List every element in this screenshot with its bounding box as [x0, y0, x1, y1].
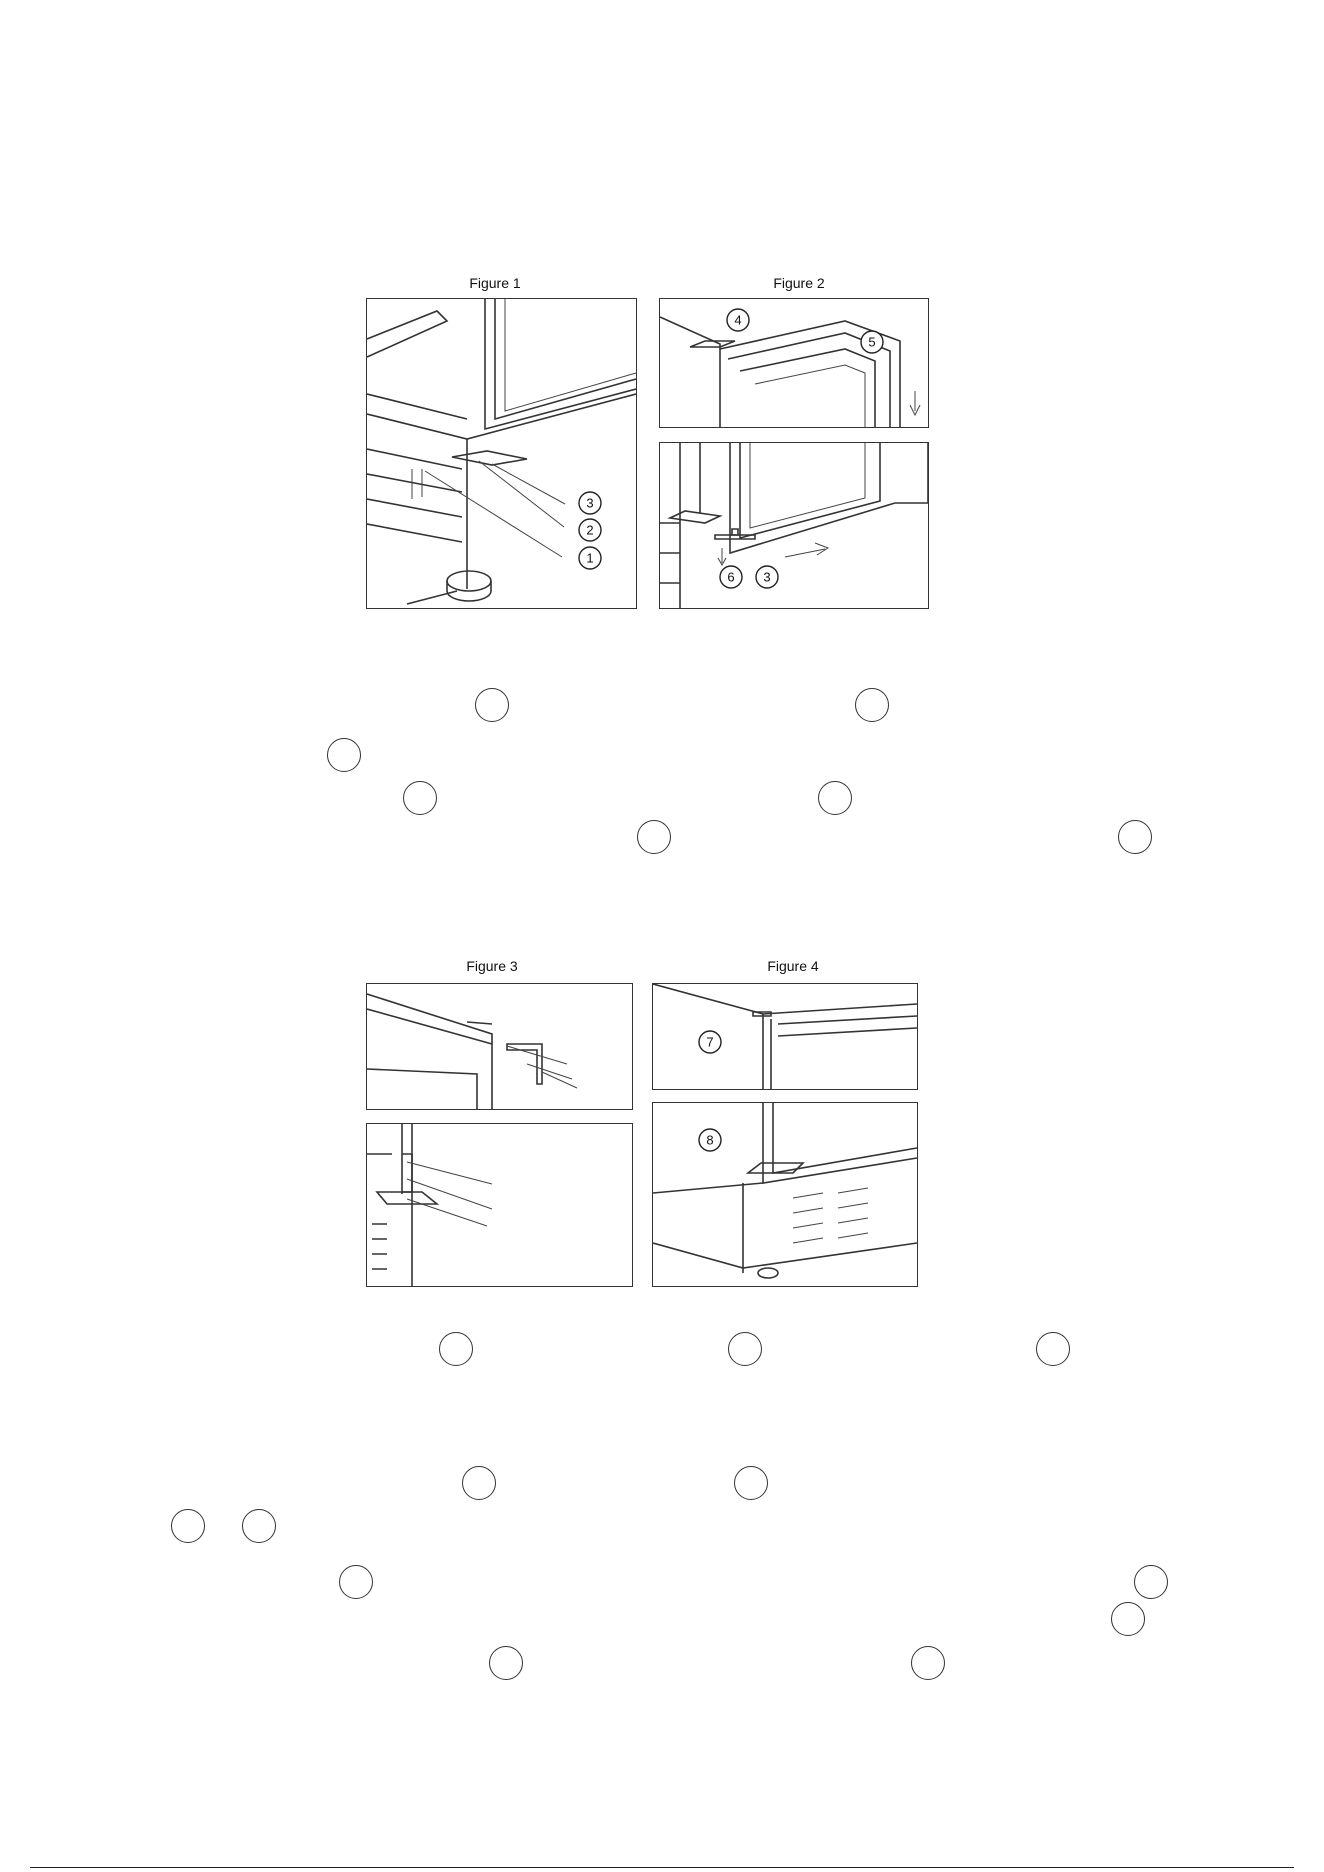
callout-label: 1 — [586, 550, 594, 566]
callout-label: 4 — [734, 312, 742, 328]
callout-label: 2 — [586, 522, 594, 538]
reference-circle — [1118, 820, 1152, 854]
callout-label: 6 — [727, 569, 735, 585]
reference-circle — [439, 1332, 473, 1366]
reference-circle — [489, 1646, 523, 1680]
figure-3-top-illustration — [366, 983, 633, 1110]
callout-label: 8 — [706, 1132, 714, 1148]
reference-circle — [475, 688, 509, 722]
reference-circle — [1134, 1565, 1168, 1599]
reference-circle — [327, 738, 361, 772]
reference-circle — [339, 1565, 373, 1599]
reference-circle — [1111, 1602, 1145, 1636]
reference-circle — [171, 1509, 205, 1543]
callout-label: 5 — [868, 334, 876, 350]
reference-circle — [462, 1466, 496, 1500]
reference-circle — [818, 781, 852, 815]
callout-label: 3 — [763, 569, 771, 585]
figure-1-caption: Figure 1 — [469, 275, 521, 291]
reference-circle — [637, 820, 671, 854]
reference-circle — [403, 781, 437, 815]
footer-rule — [30, 1867, 1294, 1868]
reference-circle — [911, 1646, 945, 1680]
callout-label: 7 — [706, 1034, 714, 1050]
reference-circle — [734, 1466, 768, 1500]
callout-label: 3 — [586, 495, 594, 511]
reference-circle — [855, 688, 889, 722]
figure-3-caption: Figure 3 — [466, 958, 518, 974]
figure-3-bottom-illustration — [366, 1123, 633, 1287]
reference-circle — [1036, 1332, 1070, 1366]
figure-4-caption: Figure 4 — [767, 958, 819, 974]
figure-2-caption: Figure 2 — [773, 275, 825, 291]
reference-circle — [728, 1332, 762, 1366]
reference-circle — [242, 1509, 276, 1543]
